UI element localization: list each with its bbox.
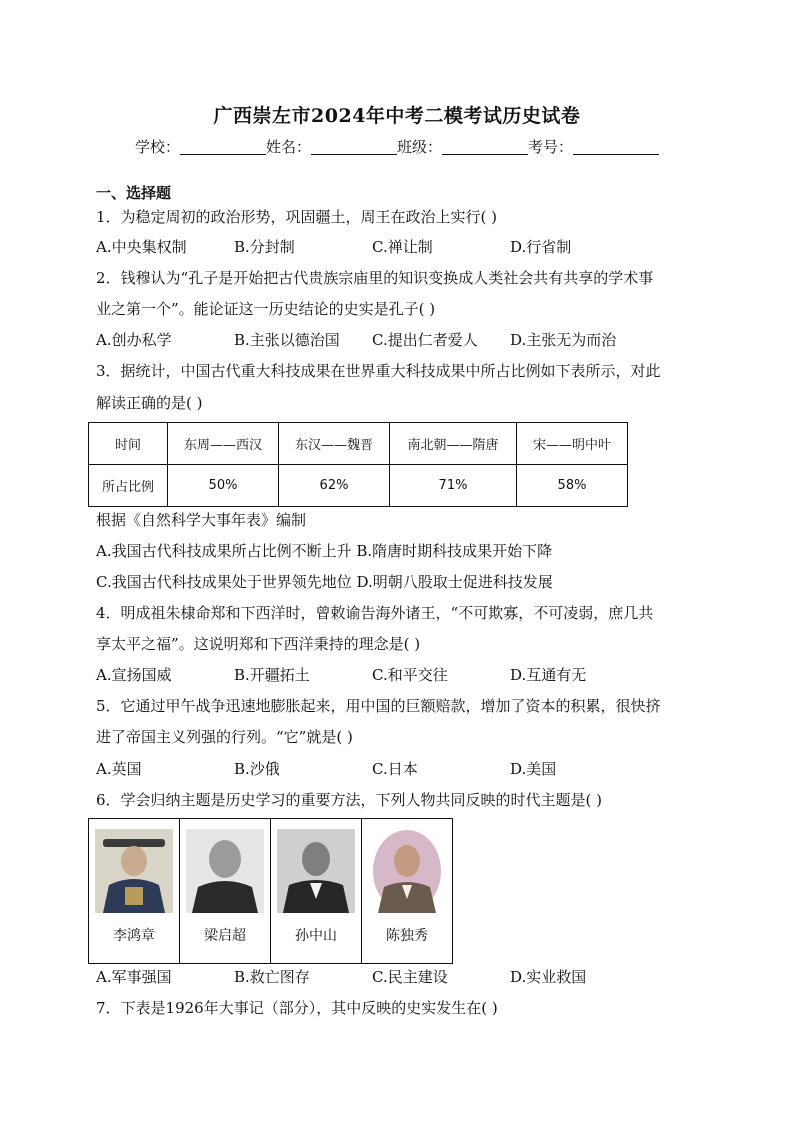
name-label: 姓名： (265, 138, 311, 156)
chen-duxiu-portrait (368, 829, 446, 913)
table-header-cell: 南北朝——隋唐 (390, 423, 517, 465)
liang-qichao-portrait (186, 829, 264, 913)
question-2-line-1: 2．钱穆认为“孔子是开始把古代贵族宗庙里的知识变换成人类社会共有共享的学术事 (96, 269, 654, 287)
table-row (89, 423, 628, 465)
number-label: 考号： (528, 138, 574, 156)
portrait-name: 孙中山 (295, 928, 337, 944)
table-header-cell: 时间 (89, 423, 168, 465)
table-header-cell: 宋——明中叶 (517, 423, 628, 465)
q3-options-line-1[interactable]: A.我国古代科技成果所占比例不断上升 B.隋唐时期科技成果开始下降 (96, 542, 553, 560)
question-2-line-2: 业之第一个”。能论证这一历史结论的史实是孔子( ) (96, 300, 436, 318)
q1-option-b[interactable]: B.分封制 (234, 238, 295, 256)
name-blank[interactable] (311, 139, 397, 155)
portrait-cell (180, 819, 271, 964)
q1-option-a[interactable]: A.中央集权制 (96, 238, 187, 256)
q4-option-a[interactable]: A.宣扬国威 (96, 666, 172, 684)
question-1-text: 1．为稳定周初的政治形势，巩固疆土，周王在政治上实行( ) (96, 208, 498, 226)
q6-option-b[interactable]: B.救亡图存 (234, 968, 310, 986)
q4-option-b[interactable]: B.开疆拓土 (234, 666, 310, 684)
q2-option-b[interactable]: B.主张以德治国 (234, 331, 340, 349)
q5-option-c[interactable]: C.日本 (372, 760, 418, 778)
q4-option-d[interactable]: D.互通有无 (510, 666, 587, 684)
school-label: 学校： (134, 138, 180, 156)
table-row (89, 465, 628, 507)
question-3-line-1: 3．据统计，中国古代重大科技成果在世界重大科技成果中所占比例如下表所示，对此 (96, 362, 661, 380)
science-ratio-table (88, 422, 628, 507)
table-header-cell: 东周——西汉 (168, 423, 279, 465)
q2-option-c[interactable]: C.提出仁者爱人 (372, 331, 478, 349)
question-3-line-2: 解读正确的是( ) (96, 394, 203, 412)
class-blank[interactable] (442, 139, 528, 155)
question-7-text: 7．下表是1926年大事记（部分），其中反映的史实发生在( ) (96, 999, 498, 1017)
table-cell: 71% (390, 465, 517, 507)
q6-option-a[interactable]: A.军事强国 (96, 968, 172, 986)
q2-option-a[interactable]: A.创办私学 (96, 331, 172, 349)
q6-option-d[interactable]: D.实业救国 (510, 968, 587, 986)
table-row (89, 819, 453, 964)
table-header-cell: 东汉——魏晋 (279, 423, 390, 465)
q5-option-b[interactable]: B.沙俄 (234, 760, 280, 778)
school-blank[interactable] (180, 139, 266, 155)
q4-option-c[interactable]: C.和平交往 (372, 666, 448, 684)
q2-option-d[interactable]: D.主张无为而治 (510, 331, 617, 349)
q6-option-c[interactable]: C.民主建设 (372, 968, 448, 986)
q5-option-d[interactable]: D.美国 (510, 760, 557, 778)
portrait-name: 李鸿章 (113, 928, 155, 944)
q1-option-c[interactable]: C.禅让制 (372, 238, 433, 256)
portrait-name: 梁启超 (204, 928, 246, 944)
portrait-cell (362, 819, 453, 964)
table-cell: 58% (517, 465, 628, 507)
student-info-line (0, 136, 794, 157)
question-5-line-1: 5．它通过甲午战争迅速地膨胀起来，用中国的巨额赔款，增加了资本的积累，很快挤 (96, 697, 661, 715)
sun-zhongshan-portrait (277, 829, 355, 913)
portrait-cell (271, 819, 362, 964)
question-4-line-2: 享太平之福”。这说明郑和下西洋秉持的理念是( ) (96, 635, 421, 653)
question-6-text: 6．学会归纳主题是历史学习的重要方法，下列人物共同反映的时代主题是( ) (96, 791, 603, 809)
q3-options-line-2[interactable]: C.我国古代科技成果处于世界领先地位 D.明朝八股取士促进科技发展 (96, 573, 553, 591)
li-hongzhang-portrait (95, 829, 173, 913)
class-label: 班级： (397, 138, 443, 156)
table-source-note: 根据《自然科学大事年表》编制 (96, 511, 307, 529)
number-blank[interactable] (573, 139, 659, 155)
portrait-table (88, 818, 453, 964)
question-5-line-2: 进了帝国主义列强的行列。“它”就是( ) (96, 728, 353, 746)
portrait-cell (89, 819, 180, 964)
portrait-name: 陈独秀 (386, 928, 428, 944)
q1-option-d[interactable]: D.行省制 (510, 238, 572, 256)
question-4-line-1: 4．明成祖朱棣命郑和下西洋时，曾敕谕告海外诸王，“不可欺寡，不可凌弱，庶几共 (96, 604, 654, 622)
q5-option-a[interactable]: A.英国 (96, 760, 142, 778)
section-heading: 一、选择题 (96, 184, 172, 202)
table-row-label: 所占比例 (89, 465, 168, 507)
exam-title: 广西崇左市2024年中考二模考试历史试卷 (213, 105, 581, 127)
table-cell: 50% (168, 465, 279, 507)
table-cell: 62% (279, 465, 390, 507)
